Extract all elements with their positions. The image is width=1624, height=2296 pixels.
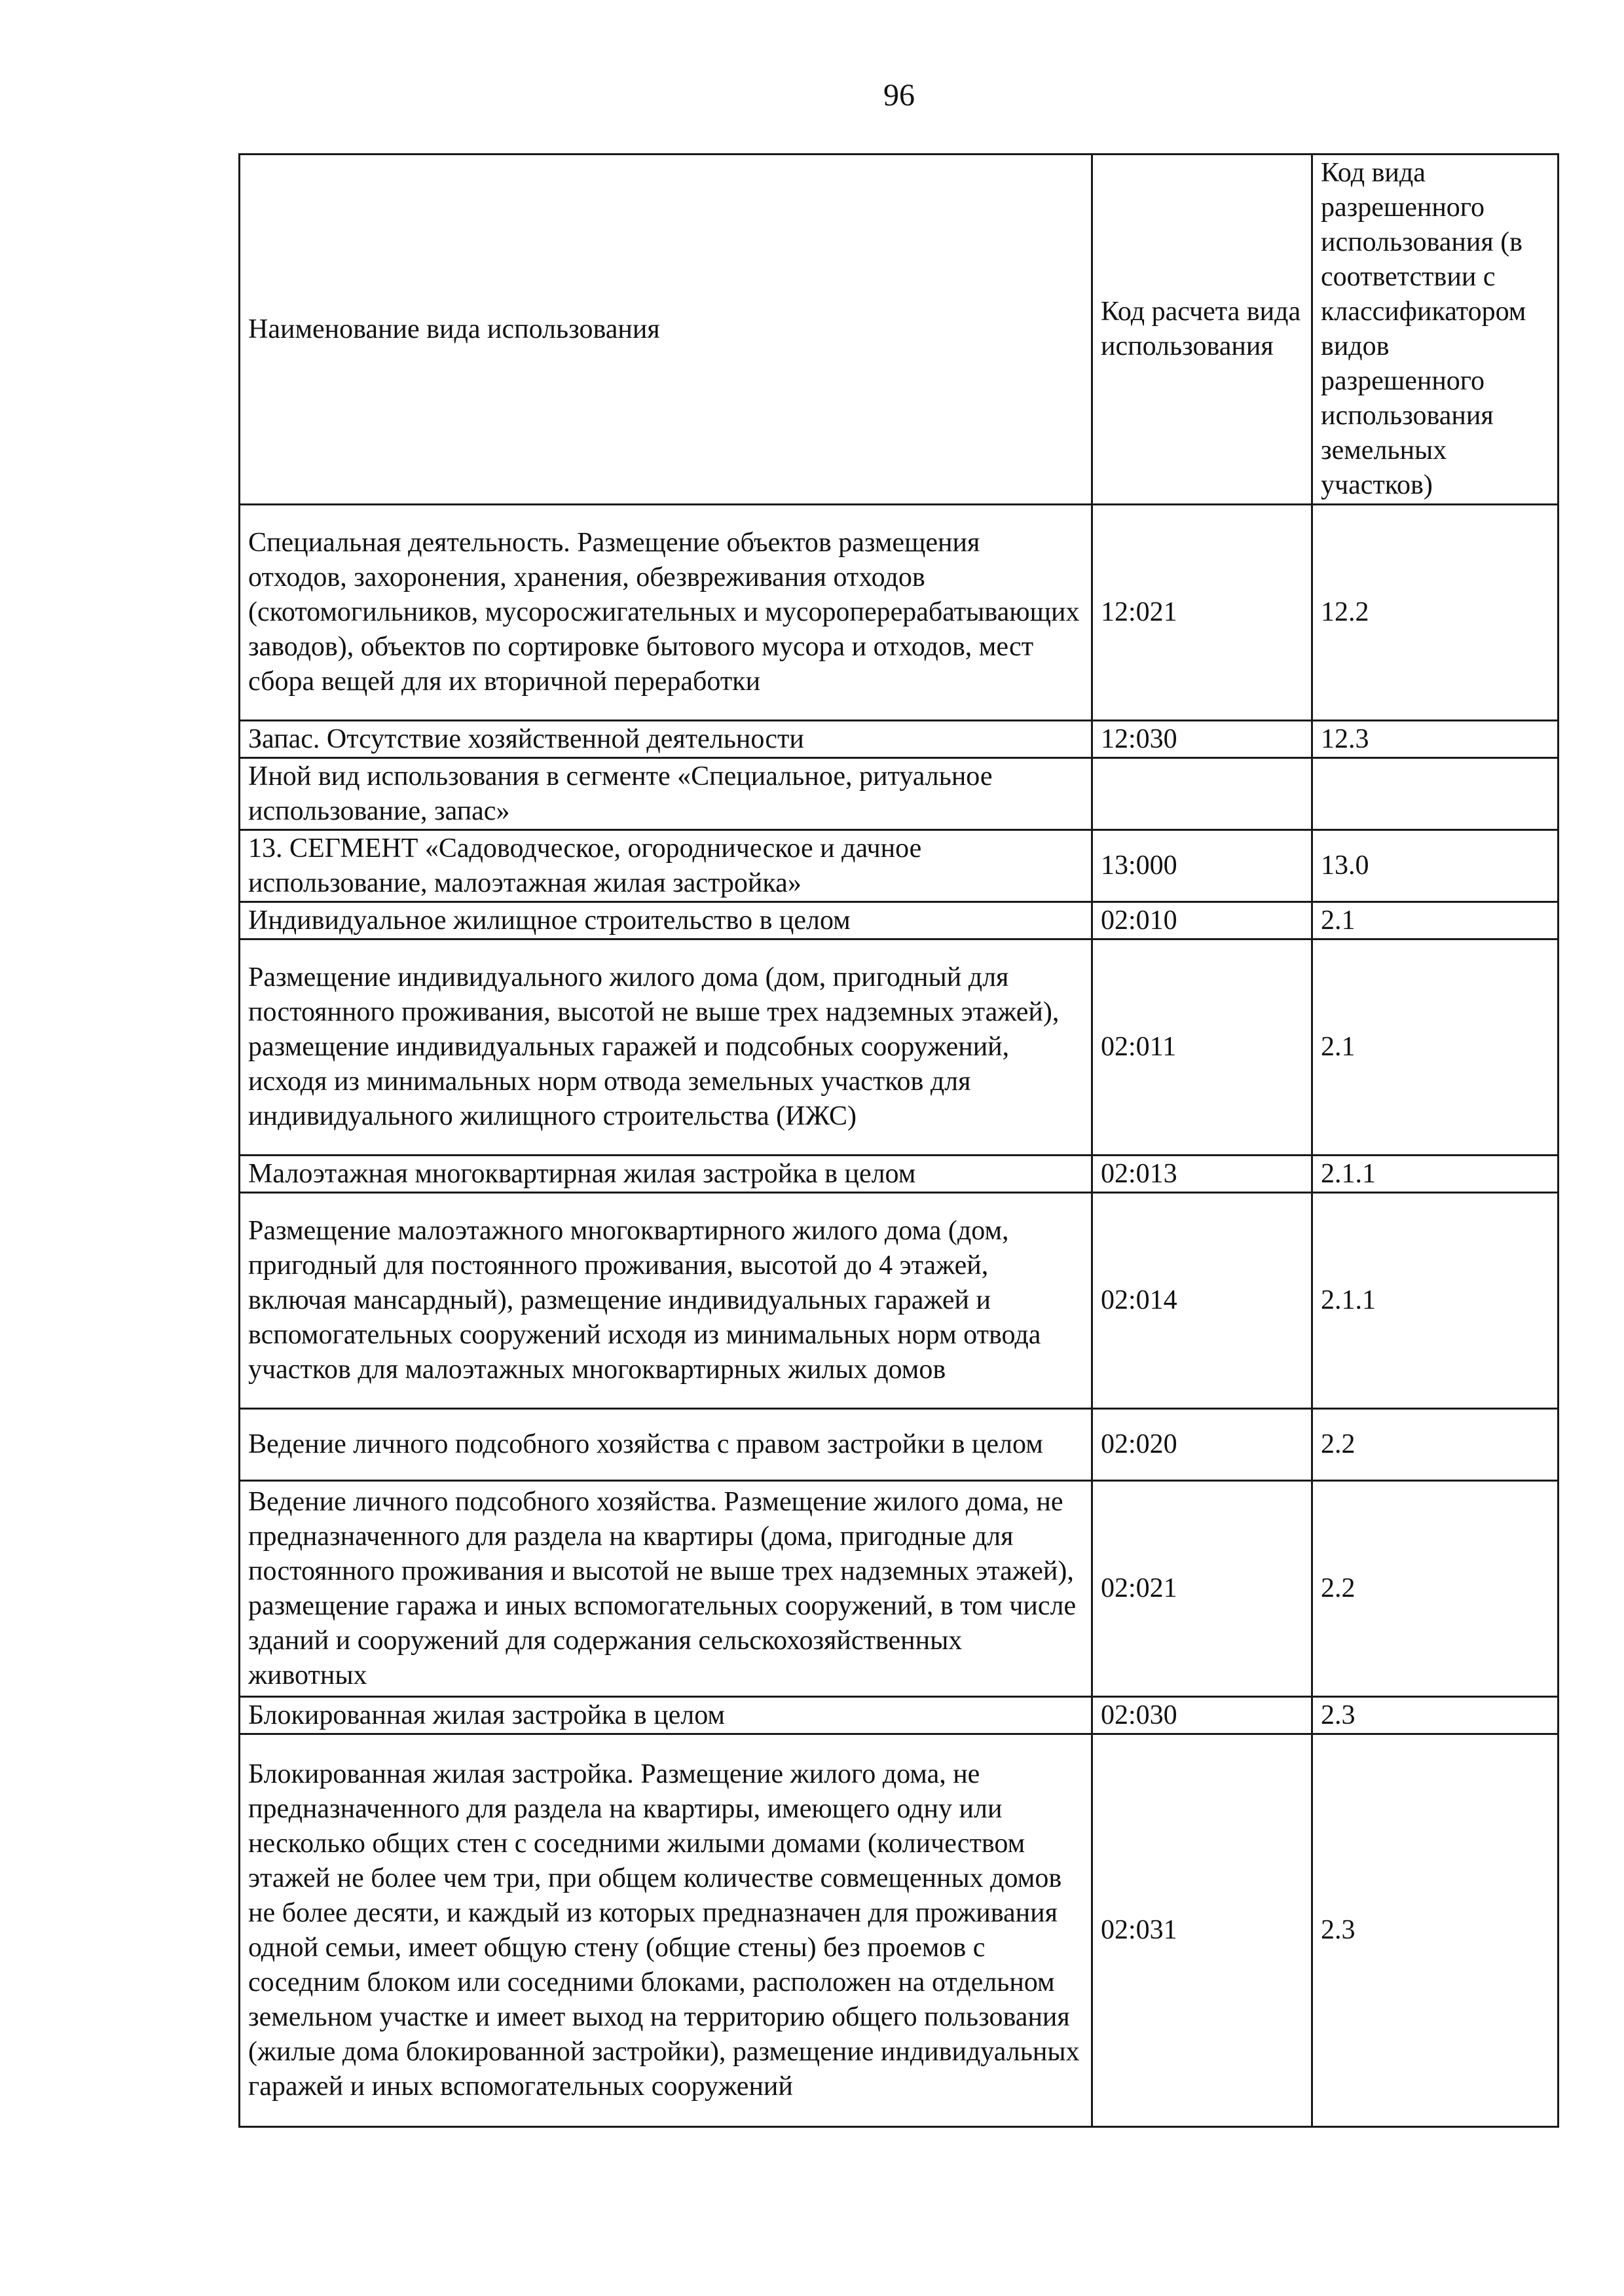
header-usage-name: Наименование вида использования — [240, 155, 1092, 505]
usage-name-cell: Ведение личного подсобного хозяйства с правом застройки в целом — [240, 1409, 1092, 1481]
table-row — [240, 1734, 1559, 2127]
table-row — [240, 1481, 1559, 1697]
calc-code-cell: 02:010 — [1092, 902, 1312, 939]
classifier-code-cell — [1312, 758, 1559, 830]
usage-name-cell: Запас. Отсутствие хозяйственной деятельности — [240, 721, 1092, 758]
calc-code-cell: 12:021 — [1092, 505, 1312, 721]
classifier-code-cell: 2.3 — [1312, 1697, 1559, 1734]
table-row — [240, 721, 1559, 758]
table-header-row — [240, 155, 1559, 505]
page-number: 96 — [883, 78, 915, 113]
classifier-code-cell: 2.1 — [1312, 902, 1559, 939]
usage-name-cell: 13. СЕГМЕНТ «Садоводческое, огородническое и дачное использование, малоэтажная жилая застройка» — [240, 830, 1092, 902]
usage-name-cell: Специальная деятельность. Размещение объектов размещения отходов, захоронения, хранения, обезвреживания отходов (скотомогильников, мусоросжигательных и мусороперерабатывающих заводов), объектов по сортировке бытового мусора и отходов, мест сбора вещей для их вторичной переработки — [240, 505, 1092, 721]
table-row — [240, 1697, 1559, 1734]
table-row — [240, 1156, 1559, 1193]
table-row — [240, 758, 1559, 830]
classifier-code-cell: 2.1.1 — [1312, 1193, 1559, 1409]
header-classifier-code: Код вида разрешенного использования (в соответствии с классификатором видов разрешенного использования земельных участков) — [1312, 155, 1559, 505]
classifier-code-cell: 2.1 — [1312, 939, 1559, 1156]
table-row — [240, 1409, 1559, 1481]
calc-code-cell: 02:013 — [1092, 1156, 1312, 1193]
land-use-table — [238, 153, 1559, 2128]
table-row — [240, 902, 1559, 939]
calc-code-cell: 02:030 — [1092, 1697, 1312, 1734]
usage-name-cell: Размещение малоэтажного многоквартирного жилого дома (дом, пригодный для постоянного проживания, высотой до 4 этажей, включая мансардный), размещение индивидуальных гаражей и вспомогательных сооружений исходя из минимальных норм отвода участков для малоэтажных многоквартирных жилых домов — [240, 1193, 1092, 1409]
calc-code-cell: 02:021 — [1092, 1481, 1312, 1697]
usage-name-cell: Ведение личного подсобного хозяйства. Размещение жилого дома, не предназначенного для раздела на квартиры (дома, пригодные для постоянного проживания и высотой не выше трех надземных этажей), размещение гаража и иных вспомогательных сооружений, в том числе зданий и сооружений для содержания сельскохозяйственных животных — [240, 1481, 1092, 1697]
usage-name-cell: Индивидуальное жилищное строительство в целом — [240, 902, 1092, 939]
header-calc-code: Код расчета вида использования — [1092, 155, 1312, 505]
table-row — [240, 830, 1559, 902]
classifier-code-cell: 13.0 — [1312, 830, 1559, 902]
calc-code-cell: 02:020 — [1092, 1409, 1312, 1481]
calc-code-cell: 12:030 — [1092, 721, 1312, 758]
classifier-code-cell: 2.1.1 — [1312, 1156, 1559, 1193]
calc-code-cell — [1092, 758, 1312, 830]
table-row — [240, 1193, 1559, 1409]
table-row — [240, 505, 1559, 721]
usage-name-cell: Размещение индивидуального жилого дома (дом, пригодный для постоянного проживания, высотой не выше трех надземных этажей), размещение индивидуальных гаражей и подсобных сооружений, исходя из минимальных норм отвода земельных участков для индивидуального жилищного строительства (ИЖС) — [240, 939, 1092, 1156]
table-row — [240, 939, 1559, 1156]
usage-name-cell: Блокированная жилая застройка. Размещение жилого дома, не предназначенного для раздела на квартиры, имеющего одну или несколько общих стен с соседними жилыми домами (количеством этажей не более чем три, при общем количестве совмещенных домов не более десяти, и каждый из которых предназначен для проживания одной семьи, имеет общую стену (общие стены) без проемов с соседним блоком или соседними блоками, расположен на отдельном земельном участке и имеет выход на территорию общего пользования (жилые дома блокированной застройки), размещение индивидуальных гаражей и иных вспомогательных сооружений — [240, 1734, 1092, 2127]
calc-code-cell: 13:000 — [1092, 830, 1312, 902]
usage-name-cell: Малоэтажная многоквартирная жилая застройка в целом — [240, 1156, 1092, 1193]
classifier-code-cell: 2.3 — [1312, 1734, 1559, 2127]
calc-code-cell: 02:011 — [1092, 939, 1312, 1156]
classifier-code-cell: 12.3 — [1312, 721, 1559, 758]
calc-code-cell: 02:031 — [1092, 1734, 1312, 2127]
usage-name-cell: Блокированная жилая застройка в целом — [240, 1697, 1092, 1734]
usage-name-cell: Иной вид использования в сегменте «Специальное, ритуальное использование, запас» — [240, 758, 1092, 830]
calc-code-cell: 02:014 — [1092, 1193, 1312, 1409]
classifier-code-cell: 12.2 — [1312, 505, 1559, 721]
classifier-code-cell: 2.2 — [1312, 1481, 1559, 1697]
classifier-code-cell: 2.2 — [1312, 1409, 1559, 1481]
